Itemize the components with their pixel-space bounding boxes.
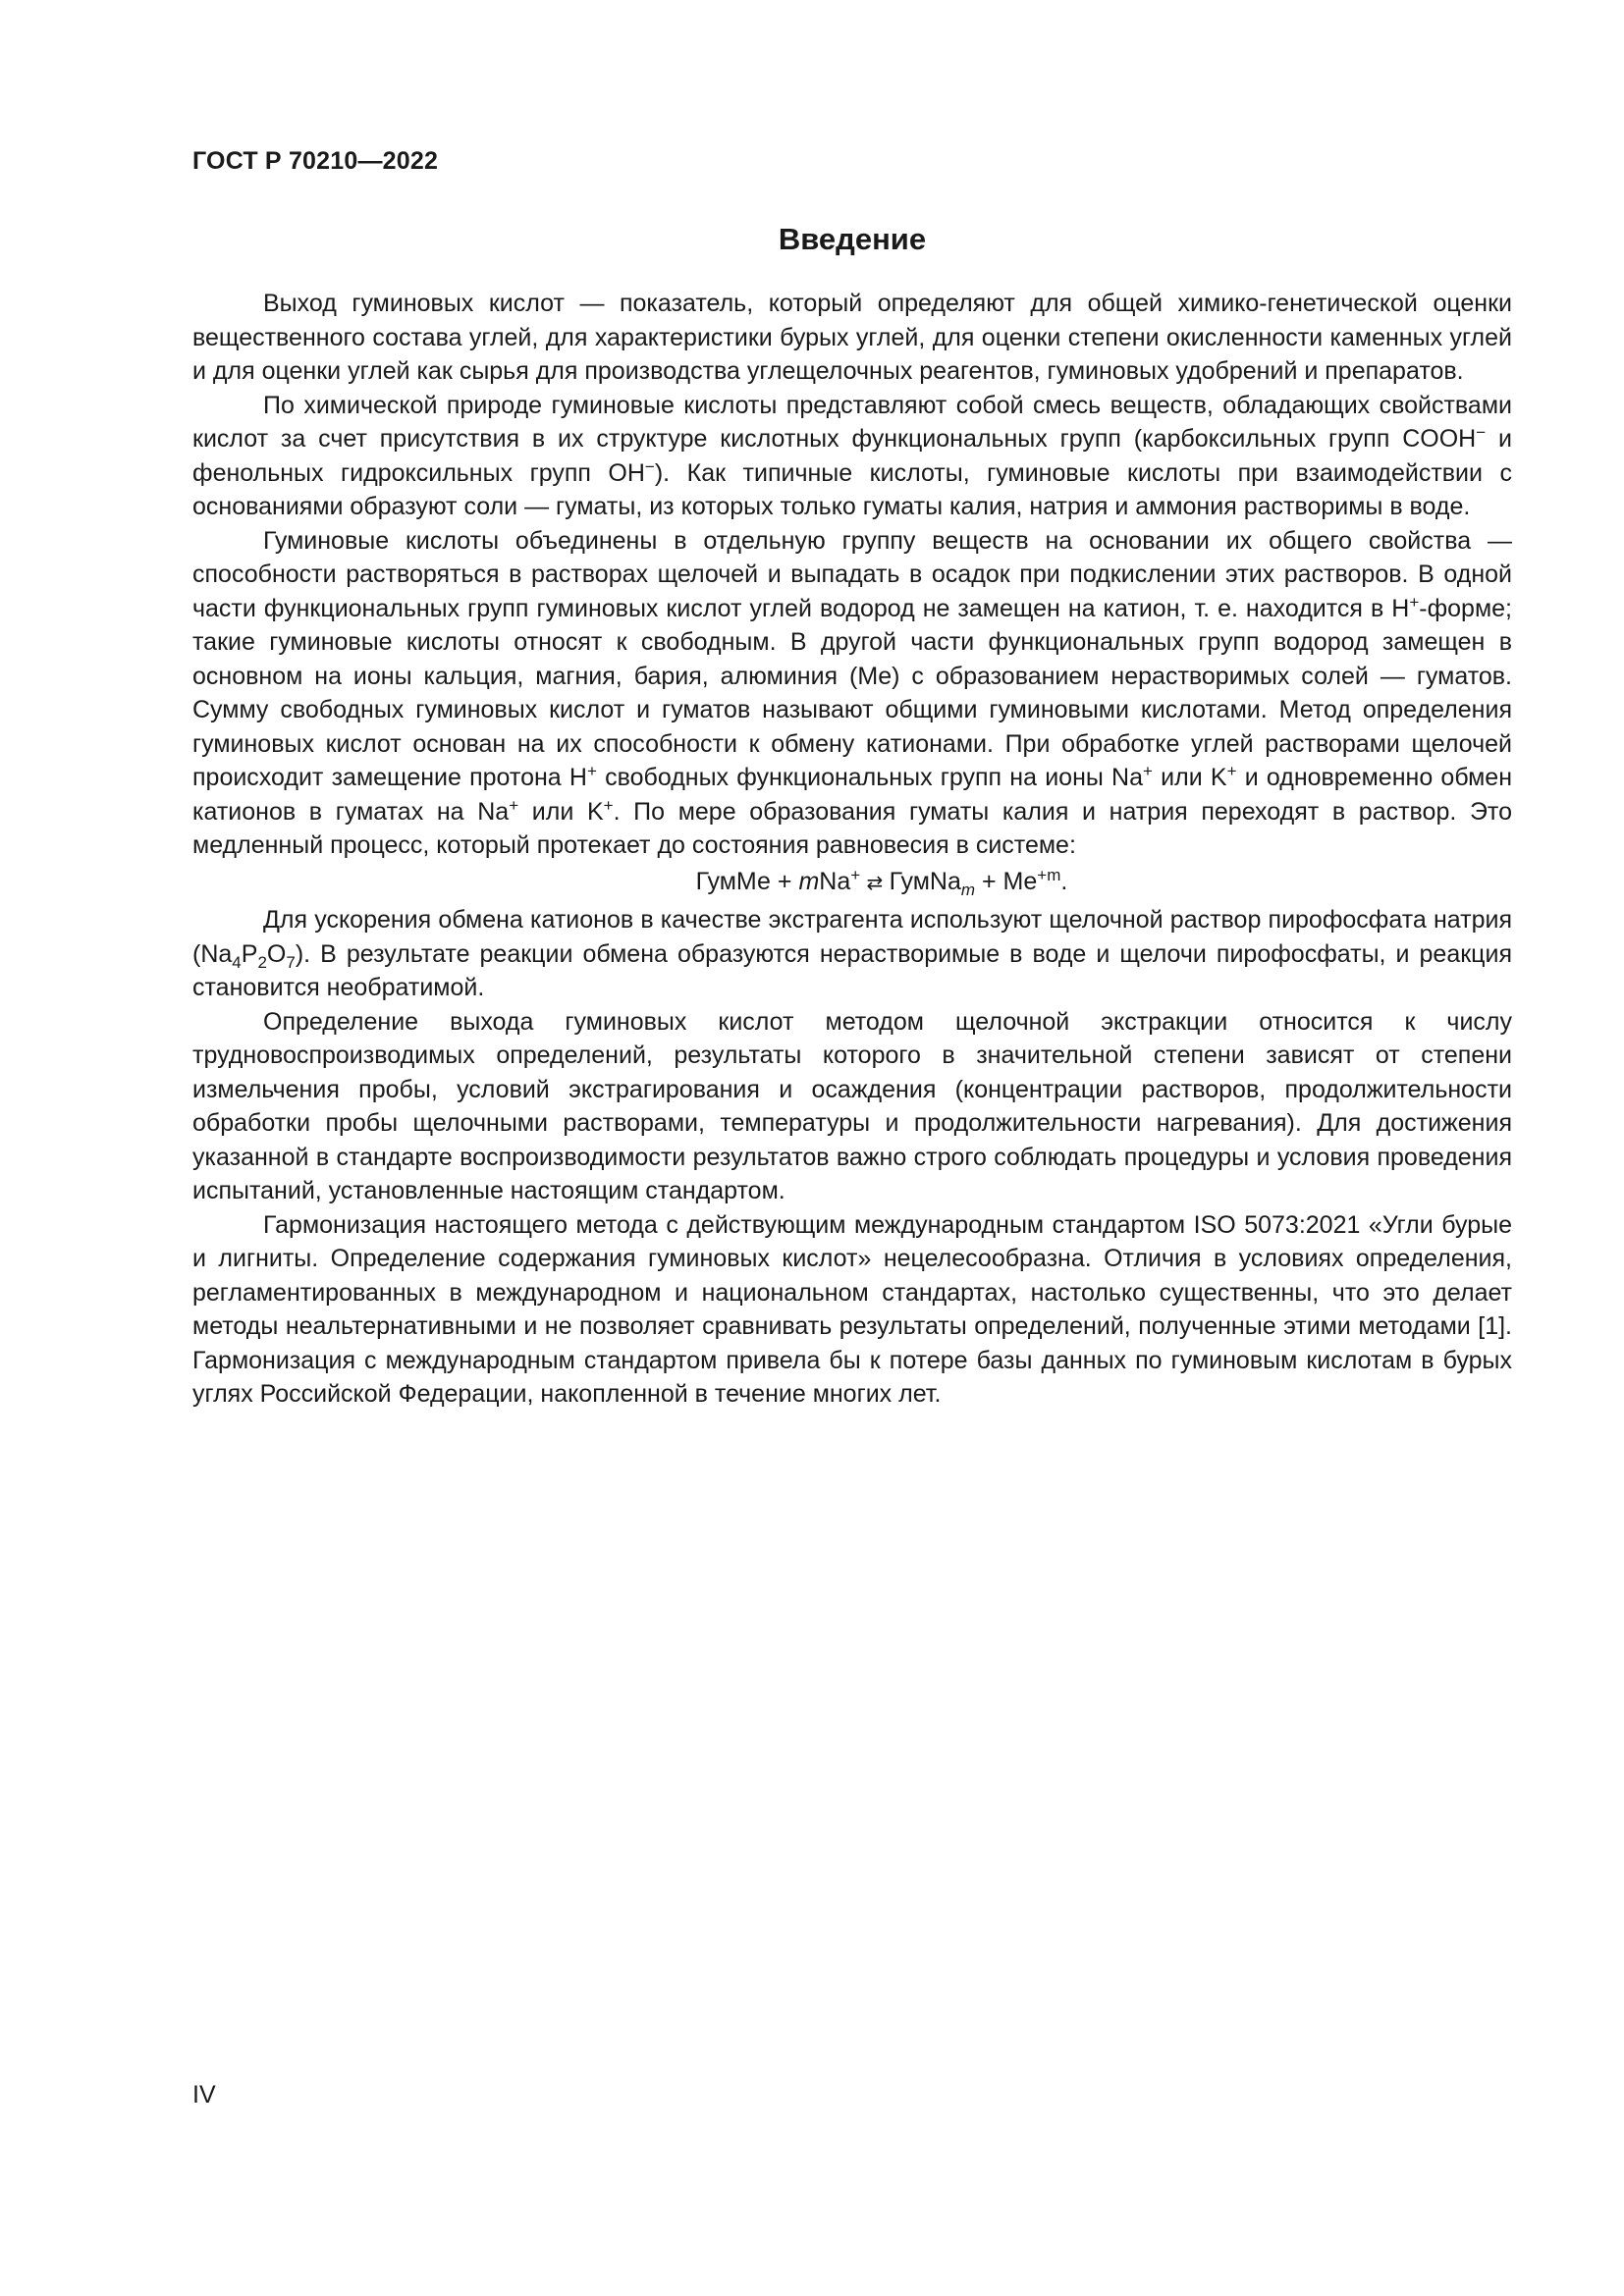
exchange-equation — [192, 865, 1512, 900]
text-run: Гуминовые кислоты объединены в отдельную группу веществ на основании их общего свойства — способности растворяться в растворах щелочей и выпадать в осадок при подкислении этих растворов. В одной части функциональных групп гуминовых кислот углей водород не замещен на катион, т. е. находится в H — [192, 526, 1512, 622]
text-run: Для ускорения обмена катионов в качестве экстрагента используют щелочной раствор пирофосфата натрия (Na — [192, 906, 1512, 968]
equation-variable: m — [960, 880, 976, 899]
text-run: или K — [518, 797, 604, 826]
equation-part: ГумNa — [889, 867, 961, 895]
superscript: + — [603, 795, 614, 815]
standard-code-header: ГОСТ Р 70210—2022 — [192, 147, 439, 175]
subscript — [961, 881, 975, 899]
subscript: 7 — [286, 952, 296, 972]
text-run: По химической природе гуминовые кислоты представляют собой смесь веществ, обладающих свойствами кислот за счет присутствия в их структуре кислотных функциональных групп (карбоксильных групп COOH — [192, 391, 1512, 453]
superscript: + — [850, 865, 861, 884]
section-title: Введение — [778, 222, 927, 256]
subscript: 4 — [232, 952, 242, 972]
paragraph-5: Определение выхода гуминовых кислот методом щелочной экстракции относится к числу трудновоспроизводимых определений, результаты которого в значительной степени зависят от степени измельчения пробы, условий экстрагирования и осаждения (концентрации растворов, продолжительности обработки пробы щелочными растворами, температуры и продолжительности нагревания). Для достижения указанной в стандарте воспроизводимости результатов важно строго соблюдать процедуры и условия проведения испытаний, установленные настоящим стандартом. — [192, 1007, 1512, 1204]
paragraph-2 — [192, 389, 1512, 524]
text-run: ). Как типичные кислоты, гуминовые кислоты при взаимодействии с основаниями образуют соли — гуматы, из которых только гуматы калия, натрия и аммония растворимы в воде. — [192, 458, 1512, 520]
superscript: +m — [1037, 865, 1061, 884]
subscript: 2 — [257, 952, 267, 972]
equation-part: . — [1060, 867, 1068, 895]
text-run: O — [266, 939, 287, 968]
paragraph-6: Гармонизация настоящего метода с действующим международным стандартом ISO 5073:2021 «Угли бурые и лигниты. Определение содержания гуминовых кислот» нецелесообразна. Отличия в условиях определения, регламентированных в международном и национальном стандартах, настолько существенны, что это делает методы неальтернативными и не позволяет сравнивать результаты определений, полученные этими методами [1]. Гармонизация с международным стандартом привела бы к потере базы данных по гуминовым кислотам в бурых углях Российской Федерации, накопленной в течение многих лет. — [192, 1210, 1512, 1408]
introduction-body — [192, 287, 1512, 1412]
text-run: свободных функциональных групп на ионы Na — [596, 764, 1144, 791]
equation-variable: m — [798, 867, 820, 895]
superscript: + — [586, 762, 597, 780]
paragraph-3 — [192, 524, 1512, 863]
equation-part: ГумМе + — [695, 867, 799, 895]
equation-part: Na — [819, 867, 851, 895]
paragraph-1: Выход гуминовых кислот — показатель, который определяют для общей химико-генетической оценки вещественного состава углей, для характеристики бурых углей, для оценки степени окисленности каменных углей и для оценки углей как сырья для производства углещелочных реагентов, гуминовых удобрений и препаратов. — [192, 290, 1512, 385]
text-run: ). В результате реакции обмена образуются нерастворимые в воде и щелочи пирофосфаты, и реакция становится необратимой. — [192, 939, 1512, 1001]
superscript: + — [509, 795, 519, 815]
page-number: IV — [192, 2081, 216, 2109]
text-run: или K — [1152, 764, 1227, 791]
text-run: P — [241, 939, 258, 968]
superscript: + — [1143, 762, 1153, 780]
superscript: + — [1409, 592, 1420, 612]
superscript: − — [1476, 423, 1487, 442]
superscript: + — [1226, 762, 1237, 780]
equation-part: + Me — [975, 867, 1038, 895]
text-run: и одновременно обмен катионов в гуматах на Na — [192, 764, 1512, 826]
text-run: -форме; такие гуминовые кислоты относят к свободным. В другой части функциональных групп водород замещен в основном на ионы кальция, магния, бария, алюминия (Me) с образованием нерастворимых солей — гуматов. Сумму свободных гуминовых кислот и гуматов называют общими гуминовыми кислотами. Метод определения гуминовых кислот основан на их способности к обмену катионами. При обработке углей растворами щелочей происходит замещение протона H — [192, 594, 1512, 791]
text-run: . По мере образования гуматы калия и натрия переходят в раствор. Это медленный процесс, который протекает до состояния равновесия в системе: — [192, 797, 1512, 859]
equilibrium-arrow-icon: ⇄ — [860, 870, 890, 894]
superscript: − — [644, 456, 655, 476]
paragraph-4 — [192, 903, 1512, 1005]
text-run: и фенольных гидроксильных групп OH — [192, 425, 1512, 487]
